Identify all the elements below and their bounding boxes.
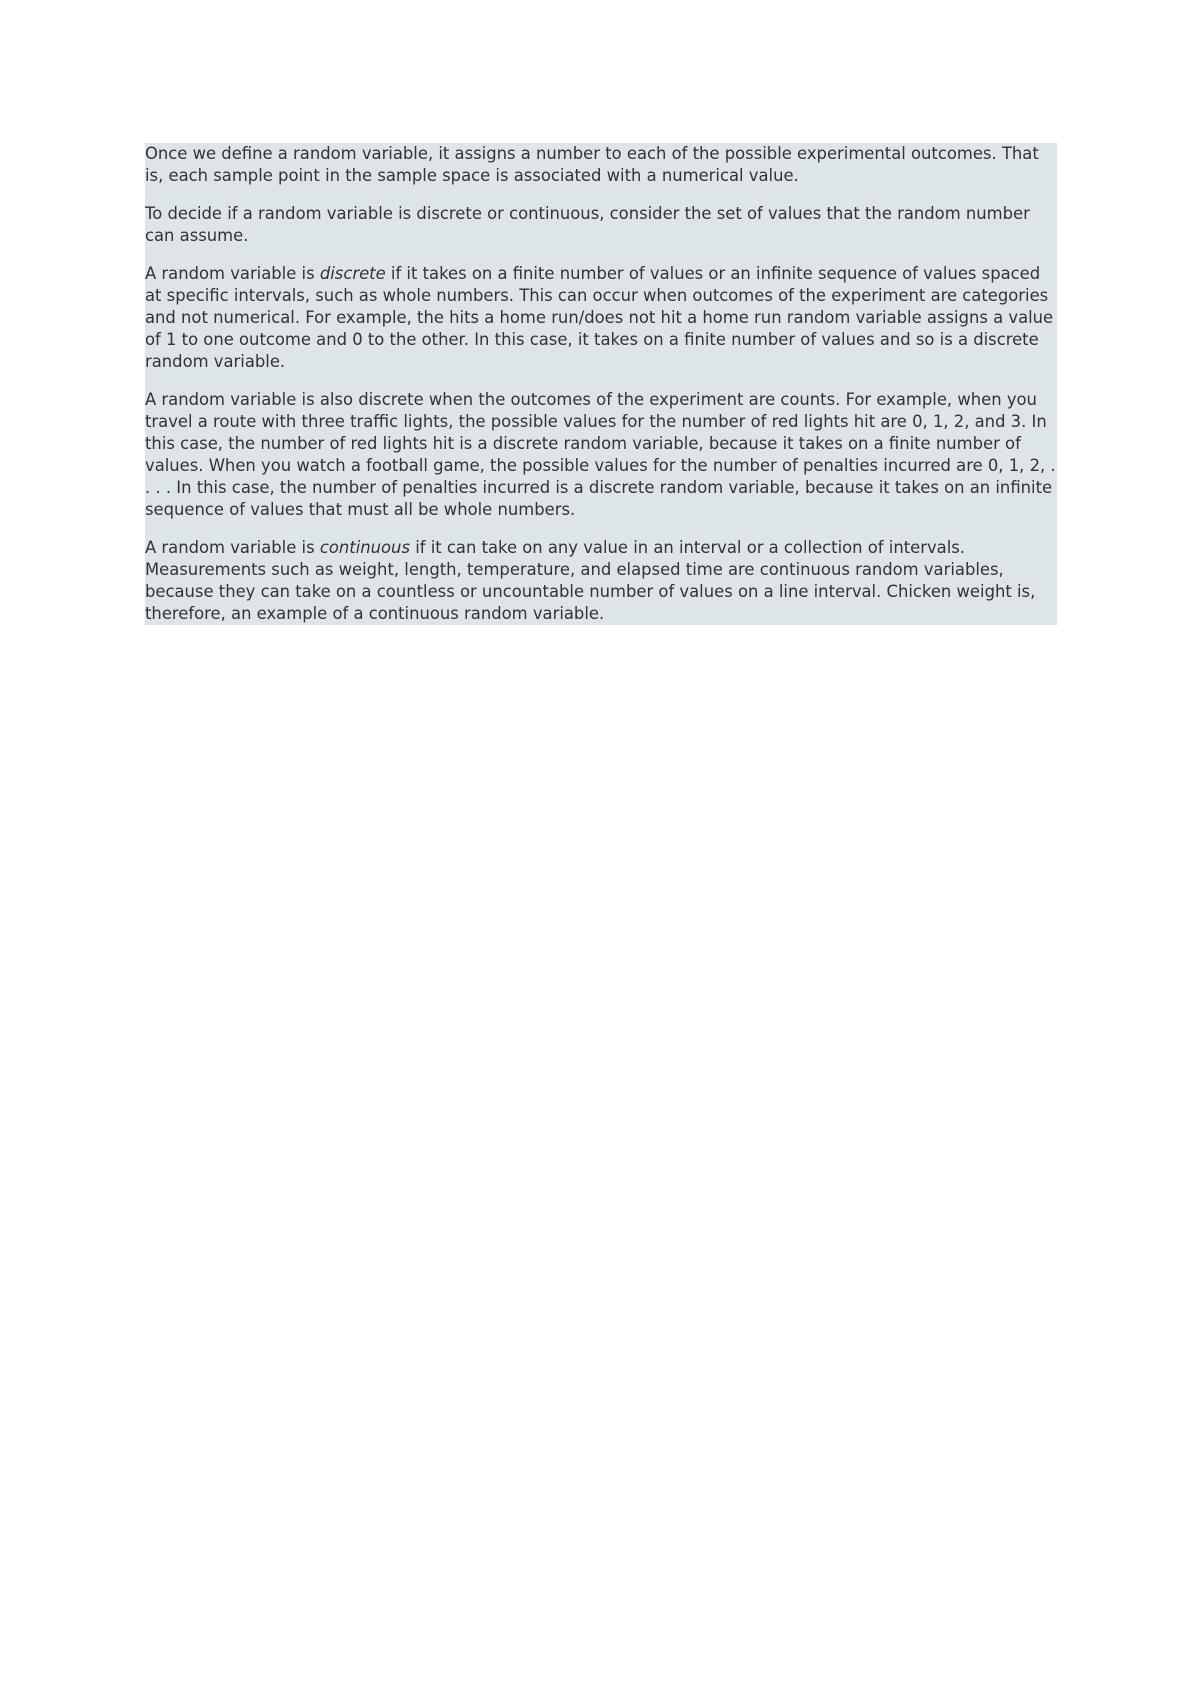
text-block xyxy=(145,143,1057,625)
paragraph-discrete-counts: A random variable is also discrete when the outcomes of the experiment are counts. For example, when you travel a route with three traffic lights, the possible values for the number of red lights hit are 0, 1, 2, and 3. In this case, the number of red lights hit is a discrete random variable, because it takes on a finite number of values. When you watch a football game, the possible values for the number of penalties incurred are 0, 1, 2, . . . . In this case, the number of penalties incurred is a discrete random variable, because it takes on an infinite sequence of values that must all be whole numbers. xyxy=(145,390,1056,519)
text-segment: if it can take on any value in an interval or a collection of intervals. Measurements such as weight, length, temperature, and elapsed time are continuous random variables, because they can take on a countless or uncountable number of values on a line interval. Chicken weight is, therefore, an example of a continuous random variable. xyxy=(145,538,1036,623)
text-segment: if it takes on a finite number of values or an infinite sequence of values spaced at specific intervals, such as whole numbers. This can occur when outcomes of the experiment are categories and not numerical. For example, the hits a home run/does not hit a home run random variable assigns a value of 1 to one outcome and 0 to the other. In this case, it takes on a finite number of values and so is a discrete random variable. xyxy=(145,264,1054,371)
paragraph-continuous-definition xyxy=(145,537,1057,625)
text-segment: A random variable is xyxy=(145,538,320,557)
paragraph-discrete-definition xyxy=(145,263,1057,373)
term-discrete: discrete xyxy=(319,264,386,283)
paragraph-discrete-or-continuous: To decide if a random variable is discrete or continuous, consider the set of values that the random number can assume. xyxy=(145,204,1030,245)
term-continuous: continuous xyxy=(319,538,410,557)
text-segment: A random variable is xyxy=(145,264,320,283)
paragraph-outcomes: Once we define a random variable, it assigns a number to each of the possible experimental outcomes. That is, each sample point in the sample space is associated with a numerical value. xyxy=(145,144,1039,185)
